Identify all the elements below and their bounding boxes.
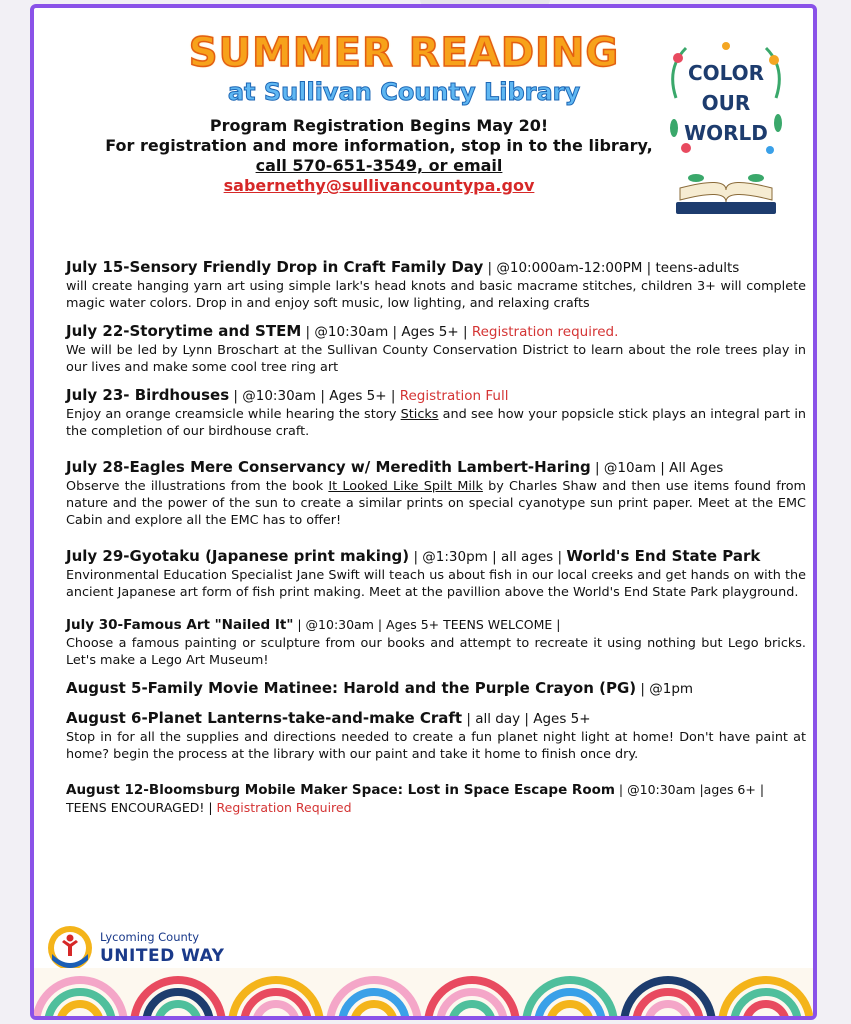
registration-info-line: For registration and more information, stop in to the library, [105, 136, 653, 155]
event-item [66, 386, 806, 440]
color-our-world-logo [666, 38, 786, 218]
united-way-logo [46, 924, 246, 974]
description-text: by Charles Shaw and then use items found from nature and the power of the sun to create a similar prints on special cyanotype sun print paper. Meet at the EMC Cabin and explore all the EMC has to offer! [66, 479, 807, 528]
flyer [30, 4, 817, 1020]
event-item [66, 322, 806, 376]
event-description: Stop in for all the supplies and directions needed to create a fun planet night light at home! Don't have paint at home? begin the process at the library with our paint and take it home to finish once dry. [66, 730, 806, 762]
event-meta: | @10:30am |ages 6+ | TEENS ENCOURAGED! | [66, 782, 765, 815]
event-title: July 22-Storytime and STEM [66, 322, 302, 340]
event-item [66, 258, 806, 312]
event-title: July 29-Gyotaku (Japanese print making) [66, 547, 410, 565]
event-description: We will be led by Lynn Broschart at the Sullivan County Conservation District to learn about the role trees play in our lives and make some cool tree ring art [66, 343, 806, 375]
phone-line[interactable]: call 570-651-3549, or email [255, 156, 503, 175]
event-title: August 12-Bloomsburg Mobile Maker Space: Lost in Space Escape Room [66, 782, 615, 798]
event-meta: | @10:000am-12:00PM | teens-adults [483, 260, 740, 276]
page-title: SUMMER READING [188, 30, 620, 76]
event-title: July 28-Eagles Mere Conservancy w/ Meredith Lambert-Haring [66, 458, 591, 476]
book-title: Sticks [400, 407, 439, 422]
event-description [66, 406, 806, 440]
org-name-line-2: UNITED WAY [100, 946, 225, 966]
event-meta: | @1:30pm | all ages | [409, 549, 567, 565]
logo-word-2: OUR [701, 91, 751, 115]
book-title: It Looked Like Spilt Milk [328, 479, 483, 494]
event-description: will create hanging yarn art using simple lark's head knots and basic macrame stitches, children 3+ will complete magic water colors. Drop in and enjoy soft music, low lighting, and relaxing crafts [66, 279, 806, 311]
event-item [66, 458, 806, 529]
open-book-icon [676, 182, 776, 214]
event-item [66, 781, 806, 816]
united-way-icon [46, 924, 94, 972]
logo-word-1: COLOR [687, 61, 765, 85]
event-location: World's End State Park [566, 547, 761, 565]
rainbow-border [34, 968, 817, 1020]
page-subtitle: at Sullivan County Library [227, 78, 581, 106]
event-meta: | @10am | All Ages [590, 460, 724, 476]
event-description [66, 478, 806, 529]
event-item [66, 679, 806, 699]
event-item [66, 547, 806, 601]
event-title: August 6-Planet Lanterns-take-and-make Craft [66, 709, 463, 727]
registration-note: Registration required. [471, 324, 619, 340]
org-name-line-1: Lycoming County [100, 930, 200, 944]
registration-date: Program Registration Begins May 20! [209, 116, 549, 135]
event-meta: | @10:30am | Ages 5+ | [229, 388, 400, 404]
registration-info [84, 116, 674, 196]
event-title: July 15-Sensory Friendly Drop in Craft Family Day [66, 258, 484, 276]
event-description: Choose a famous painting or sculpture from our books and attempt to recreate it using nothing but Lego bricks. Let's make a Lego Art Museum! [66, 636, 806, 668]
logo-word-3: WORLD [684, 121, 768, 145]
event-meta: | @10:30am | Ages 5+ TEENS WELCOME | [293, 617, 561, 632]
event-item [66, 709, 806, 763]
description-text: Enjoy an orange creamsicle while hearing the story [66, 407, 401, 422]
event-meta: | @10:30am | Ages 5+ | [301, 324, 472, 340]
description-text: Observe the illustrations from the book [66, 479, 329, 494]
event-title: August 5-Family Movie Matinee: Harold and the Purple Crayon (PG) [66, 679, 637, 697]
event-item [66, 615, 806, 669]
registration-note: Registration Full [399, 388, 509, 404]
email-link[interactable]: sabernethy@sullivancountypa.gov [223, 176, 535, 195]
event-title: July 30-Famous Art "Nailed It" [66, 617, 294, 633]
event-meta: | all day | Ages 5+ [462, 711, 591, 727]
event-description: Environmental Education Specialist Jane Swift will teach us about fish in our local creeks and get hands on with the ancient Japanese art form of fish print making. Meet at the pavillion above the World's End State Park playground. [66, 568, 806, 600]
registration-note: Registration Required [216, 800, 352, 815]
event-list [66, 258, 806, 826]
description-text: and see how your popsicle stick plays an integral part in the completion of our birdhouse craft. [66, 407, 806, 439]
event-title: July 23- Birdhouses [66, 386, 230, 404]
event-meta: | @1pm [636, 681, 694, 697]
